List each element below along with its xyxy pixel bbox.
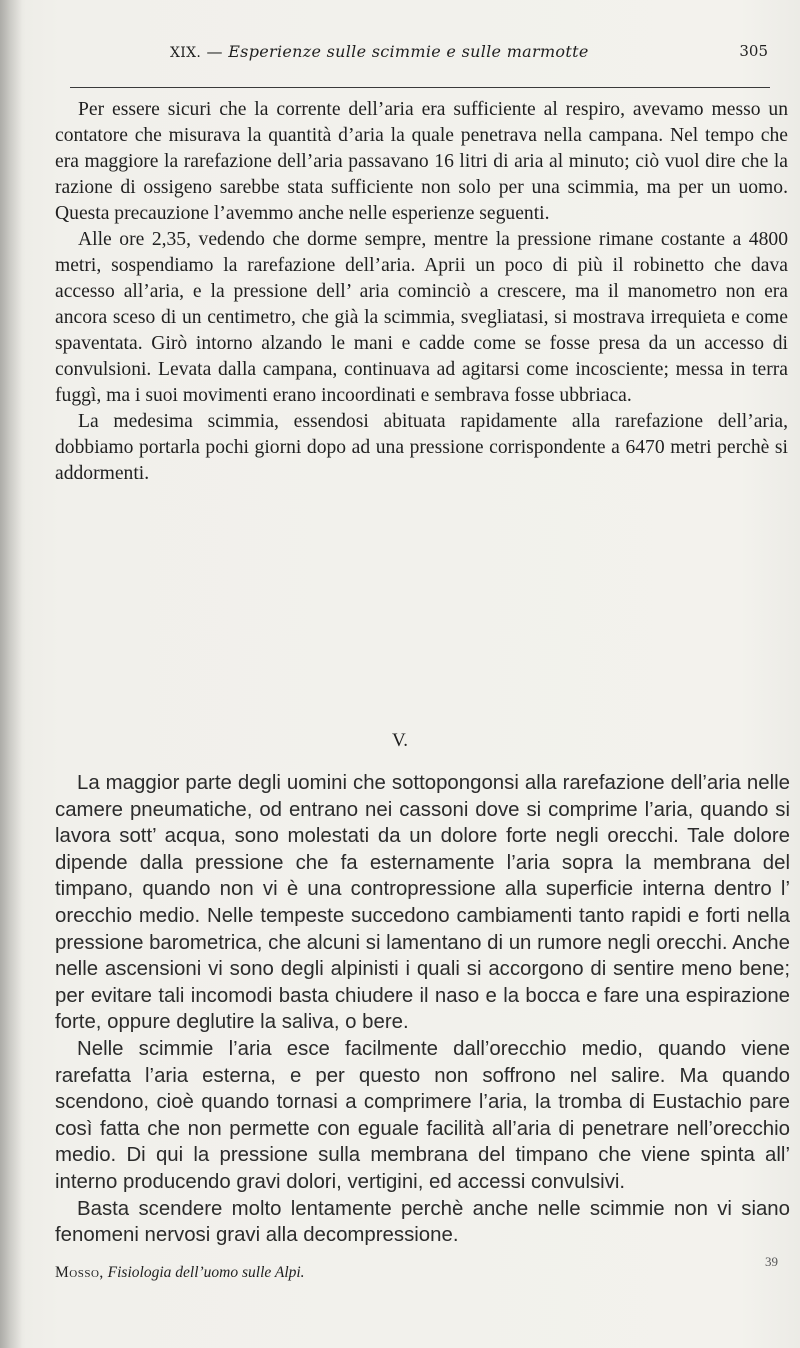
paragraph: Basta scendere molto lentamente perchè anche nelle scimmie non vi siano fenomeni nervosi gravi alla decompressione.	[55, 1197, 790, 1247]
binding-shadow	[0, 0, 22, 1348]
page-footer	[55, 1254, 780, 1292]
footer-author: Mosso,	[55, 1264, 104, 1281]
running-head	[170, 42, 589, 61]
section-number: V.	[391, 730, 409, 751]
footer-title: Fisiologia dell’uomo sulle Alpi.	[107, 1264, 305, 1281]
header-rule	[70, 87, 770, 88]
paragraph: Per essere sicuri che la corrente dell’aria era sufficiente al respiro, avevamo messo un contatore che misurava la quantità d’aria la quale penetrava nella campana. Nel tempo che era maggiore la rarefazione dell’aria passavano 16 litri di aria al minuto; ciò vuol dire che la razione di ossigeno sarebbe stata sufficiente non solo per una scimmia, ma per un uomo. Questa precauzione l’avemmo anche nelle esperienze seguenti.	[55, 99, 788, 224]
paragraph: Nelle scimmie l’aria esce facilmente dall’orecchio medio, quando viene rarefatta l’aria esterna, e per questo non soffrono nel salire. Ma quando scendono, cioè quando tornasi a comprimere l’aria, la tromba di Eustachio pare così fatta che non permette con eguale facilità all’aria di penetrare nell’orecchio medio. Di qui la pressione sulla membrana del timpano che viene spinta all’ interno producendo gravi dolori, vertigini, ed accessi convulsivi.	[55, 1037, 790, 1193]
signature-mark: 39	[765, 1254, 778, 1269]
paragraph: La medesima scimmia, essendosi abituata rapidamente alla rarefazione dell’aria, dobbiamo portarla pochi giorni dopo ad una pressione corrispondente a 6470 metri perchè si addormenti.	[55, 411, 788, 484]
running-title: Esperienze sulle scimmie e sulle marmotte	[228, 42, 589, 61]
footer-citation	[55, 1264, 305, 1282]
paragraph: La maggior parte degli uomini che sottopongonsi alla rarefazione dell’aria nelle camere pneumatiche, od entrano nei cassoni dove si comprime l’aria, quando si lavora sott’ acqua, sono molestati da un dolore forte negli orecchi. Tale dolore dipende dalla pressione che fa esternamente l’aria sopra la membrana del timpano, quando non vi è una contropressione alla superficie interna dentro l’ orecchio medio. Nelle tempeste succedono cambiamenti tanto rapidi e forti nella pressione barometrica, che alcuni si lamentano di un rumore negli orecchi. Anche nelle ascensioni vi sono degli alpinisti i quali si accorgono di sentire meno bene; per evitare tali incomodi basta chiudere il naso e la bocca e fare una espirazione forte, oppure deglutire la saliva, o bere.	[55, 772, 790, 1034]
section-one-text	[55, 97, 788, 487]
chapter-number: XIX.	[170, 45, 202, 61]
header-separator: —	[201, 42, 229, 61]
page-header	[60, 40, 770, 70]
section-two-text	[55, 770, 790, 1249]
page-number: 305	[739, 42, 768, 60]
paragraph: Alle ore 2,35, vedendo che dorme sempre, mentre la pressione rimane costante a 4800 metri, sospendiamo la rarefazione dell’aria. Aprii un poco di più il robinetto che dava accesso all’aria, e la pressione dell’ aria cominciò a crescere, ma il manometro non era ancora sceso di un centimetro, che già la scimmia, svegliatasi, si mostrava irrequieta e come spaventata. Girò intorno alzando le mani e cadde come se fosse presa da un accesso di convulsioni. Levata dalla campana, continuava ad agitarsi come incosciente; messa in terra fuggì, ma i suoi movimenti erano incoordinati e sembrava fosse ubbriaca.	[55, 229, 788, 406]
